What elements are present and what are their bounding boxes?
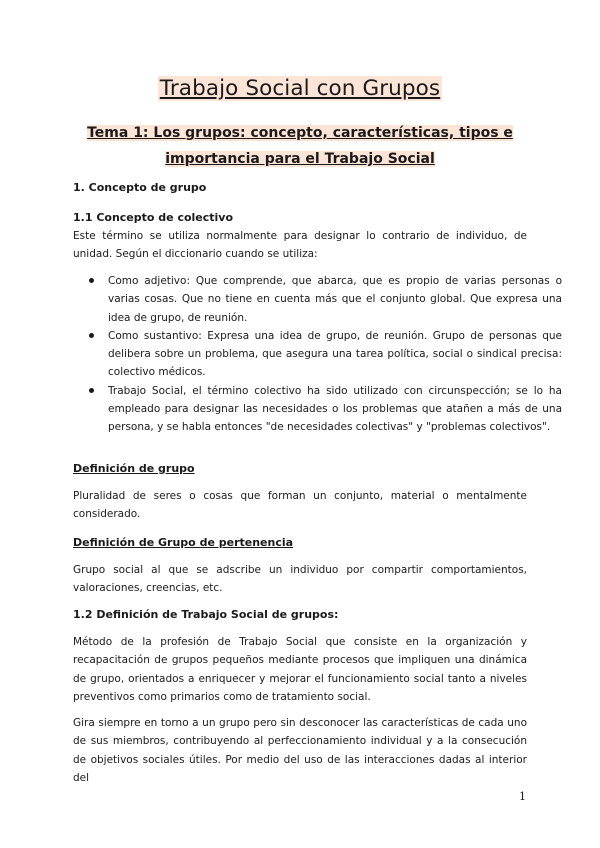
document-title-wrap bbox=[0, 76, 600, 101]
bullet-item-trabajo-social: Trabajo Social, el término colectivo ha sido utilizado con circunspección; se lo ha empleado para designar las necesidades o los problemas que atañen a más de una persona, y se habla entonces "de necesidades colectivas" y "problemas colectivos". bbox=[108, 382, 562, 437]
definicion-pertenencia-heading: Definición de Grupo de pertenencia bbox=[73, 536, 294, 549]
section-1-1-heading: 1.1 Concepto de colectivo bbox=[73, 211, 234, 224]
bullet-item-adjetivo: Como adjetivo: Que comprende, que abarca, que es propio de varias personas o varias cosas. Que no tiene en cuenta más que el conjunto global. Que expresa una idea de grupo, de reunión. bbox=[108, 272, 562, 327]
document-subtitle-wrap bbox=[80, 120, 520, 172]
definicion-pertenencia-text: Grupo social al que se adscribe un individuo por compartir comportamientos, valoraciones, creencias, etc. bbox=[73, 564, 527, 595]
document-subtitle: Tema 1: Los grupos: concepto, características, tipos e importancia para el Trabajo Social bbox=[87, 125, 513, 167]
definition-list bbox=[73, 272, 562, 437]
definicion-grupo-heading: Definición de grupo bbox=[73, 462, 195, 475]
document-title: Trabajo Social con Grupos bbox=[159, 76, 441, 101]
definicion-grupo-text: Pluralidad de seres o cosas que forman un conjunto, material o mentalmente considerado. bbox=[73, 490, 527, 521]
group-paragraph: Gira siempre en torno a un grupo pero sin desconocer las características de cada uno de sus miembros, contribuyendo al perfeccionamiento individual y a la consecución de objetivos sociales útiles. Por medio del uso de las interacciones dadas al interior del bbox=[73, 717, 527, 785]
section-1-heading: 1. Concepto de grupo bbox=[73, 181, 207, 194]
page-number: 1 bbox=[519, 790, 526, 803]
intro-paragraph: Este término se utiliza normalmente para designar lo contrario de individuo, de unidad. Según el diccionario cuando se utiliza: bbox=[73, 230, 527, 261]
bullet-item-sustantivo: Como sustantivo: Expresa una idea de grupo, de reunión. Grupo de personas que delibera sobre un problema, que asegura una tarea política, social o sindical precisa: colectivo médicos. bbox=[108, 327, 562, 382]
method-paragraph: Método de la profesión de Trabajo Social que consiste en la organización y recapacitación de grupos pequeños mediante procesos que impliquen una dinámica de grupo, orientados a enriquecer y mejorar el funcionamiento social tanto a niveles preventivos como primarios como de tratamiento social. bbox=[73, 636, 527, 704]
section-1-2-heading: 1.2 Definición de Trabajo Social de grupos: bbox=[73, 608, 339, 621]
